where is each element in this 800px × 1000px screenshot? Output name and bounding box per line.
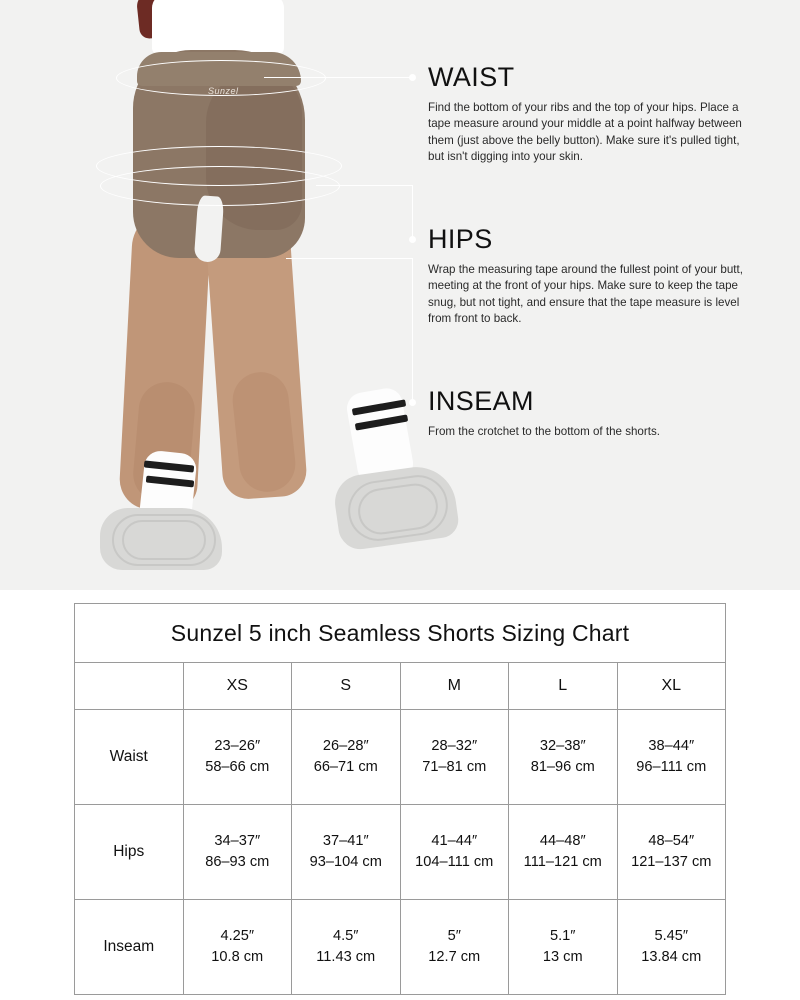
measurement-cell <box>509 900 618 995</box>
annotation-inseam-body: From the crotchet to the bottom of the shorts. <box>428 425 660 438</box>
measurement-cell <box>617 710 726 805</box>
measurement-inches: 4.25″ <box>220 927 255 944</box>
size-column-header: XS <box>183 663 292 710</box>
size-column-header: XL <box>617 663 726 710</box>
measurement-cm: 13.84 cm <box>641 949 702 965</box>
measurement-inches: 23–26″ <box>214 737 261 754</box>
measurement-inches: 32–38″ <box>539 737 586 754</box>
annotation-hips-body: Wrap the measuring tape around the fullest point of your butt, meeting at the front of your hips. Make sure to keep the tape snug, but not tight, and ensure that the tape measure is level from front to back. <box>428 263 743 326</box>
measurement-inches: 5″ <box>447 927 461 944</box>
size-column-header: S <box>292 663 401 710</box>
annotation-inseam <box>428 386 748 440</box>
waist-leader-line <box>264 77 412 78</box>
annotation-waist <box>428 62 748 166</box>
measurement-cm: 111–121 cm <box>523 854 602 870</box>
measurement-cm: 13 cm <box>542 949 583 965</box>
hips-leader-line <box>412 185 413 239</box>
measurement-cm: 81–96 cm <box>530 759 595 775</box>
measurement-inches: 28–32″ <box>431 737 478 754</box>
hips-measure-arc <box>100 166 340 206</box>
measurement-cm: 10.8 cm <box>211 949 264 965</box>
measurement-inches: 44–48″ <box>539 832 586 849</box>
measurement-cm: 104–111 cm <box>415 854 494 870</box>
annotation-inseam-title: INSEAM <box>428 386 534 416</box>
measurement-inches: 26–28″ <box>322 737 369 754</box>
measurement-inches: 41–44″ <box>431 832 478 849</box>
hips-leader-line <box>316 185 412 186</box>
left-sneaker-detail <box>122 520 206 560</box>
measurement-cell <box>509 710 618 805</box>
measurement-cell <box>617 805 726 900</box>
waist-marker-dot <box>409 74 416 81</box>
measurement-cell <box>400 900 509 995</box>
table-row <box>75 710 726 805</box>
waist-measure-arc <box>116 60 326 96</box>
measurement-cell <box>183 710 292 805</box>
measurement-cm: 121–137 cm <box>631 854 712 870</box>
annotation-waist-body: Find the bottom of your ribs and the top of your hips. Place a tape measure around your middle at a point halfway between them (just above the belly button). Make sure it's pulled tight, but isn't digging into your skin. <box>428 101 742 164</box>
measurement-cm: 71–81 cm <box>422 759 487 775</box>
brand-logo: Sunzel <box>208 86 239 96</box>
chart-title: Sunzel 5 inch Seamless Shorts Sizing Chart <box>75 604 726 663</box>
measurement-cm: 86–93 cm <box>205 854 270 870</box>
sizing-table <box>74 603 726 995</box>
table-row <box>75 900 726 995</box>
annotation-waist-title: WAIST <box>428 62 515 92</box>
model-sports-bra <box>152 0 284 54</box>
inseam-leader-line <box>412 258 413 402</box>
measurement-cm: 11.43 cm <box>316 949 376 965</box>
inseam-marker-dot <box>409 399 416 406</box>
size-column-header: L <box>509 663 618 710</box>
measurement-cell <box>400 710 509 805</box>
measurement-inches: 38–44″ <box>648 737 695 754</box>
annotation-hips-title: HIPS <box>428 224 493 254</box>
measurement-cell <box>509 805 618 900</box>
measurement-row-label: Waist <box>75 710 184 805</box>
measurement-row-label: Inseam <box>75 900 184 995</box>
measurement-cell <box>400 805 509 900</box>
measurement-inches: 4.5″ <box>333 927 359 944</box>
inseam-leader-line <box>286 258 412 259</box>
measurement-cm: 66–71 cm <box>313 759 378 775</box>
measurement-row-label: Hips <box>75 805 184 900</box>
measurement-cm: 12.7 cm <box>428 949 481 965</box>
measurement-cell <box>292 900 401 995</box>
hips-marker-dot <box>409 236 416 243</box>
chart-title-row <box>75 604 726 663</box>
annotation-hips <box>428 224 748 328</box>
measurement-cell <box>617 900 726 995</box>
sizing-chart <box>74 603 726 995</box>
measurement-inches: 34–37″ <box>214 832 261 849</box>
measurement-inches: 5.45″ <box>654 927 689 944</box>
measurement-cm: 96–111 cm <box>636 759 707 775</box>
measurement-cm: 93–104 cm <box>309 854 382 870</box>
measurement-cell <box>292 710 401 805</box>
measurement-inches: 37–41″ <box>322 832 369 849</box>
table-corner-cell <box>75 663 184 710</box>
measurement-cm: 58–66 cm <box>205 759 270 775</box>
measurement-cell <box>183 900 292 995</box>
table-row <box>75 805 726 900</box>
size-column-header: M <box>400 663 509 710</box>
measurement-cell <box>183 805 292 900</box>
measurement-inches: 5.1″ <box>550 927 576 944</box>
measurement-cell <box>292 805 401 900</box>
size-header-row <box>75 663 726 710</box>
measurement-inches: 48–54″ <box>648 832 695 849</box>
